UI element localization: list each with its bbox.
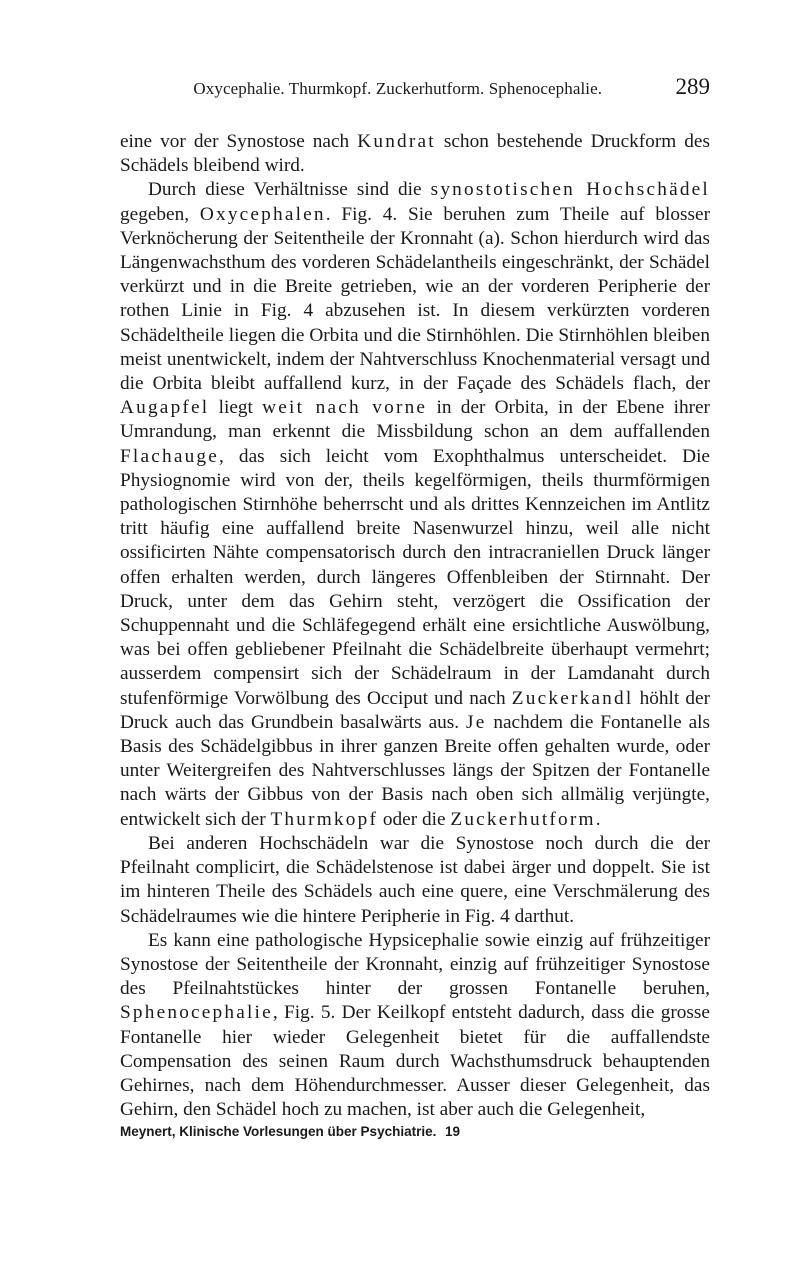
text-run: nachdem die Fontanelle als Basis des Schädelgibbus in ihrer ganzen Breite offen gehalten wurde, oder unter Weitergreifen des Nahtverschlusses längs der Spitzen der Fontanelle nach wärts der Gibbus von der Basis nach oben sich allmälig verjüngte, entwickelt sich der — [120, 711, 710, 830]
text-run: in der Orbita, in der Ebene ihrer Umrandung, man erkennt die Missbildung schon an dem auffallenden — [120, 397, 710, 443]
page-number: 289 — [675, 74, 710, 99]
emphasized-text: Thurmkopf — [270, 808, 379, 830]
emphasized-text: synostotischen Hochschädel — [430, 179, 710, 201]
paragraph — [120, 178, 710, 831]
body-text — [120, 130, 710, 1122]
text-run: . — [595, 808, 601, 830]
running-head — [120, 74, 710, 106]
emphasized-text: Oxycephalen — [199, 203, 326, 225]
paragraph — [120, 130, 710, 178]
page-footer — [120, 1124, 710, 1139]
text-run: eine vor der Synostose nach — [120, 131, 358, 152]
text-run: schon bestehende Druckform des Schädels bleibend wird. — [120, 131, 710, 177]
text-run: gegeben, — [120, 203, 200, 225]
paragraph — [120, 832, 710, 929]
footer-book-title: Meynert, Klinische Vorlesungen über Psychiatrie. — [120, 1124, 437, 1140]
book-page — [120, 74, 710, 1254]
emphasized-text: Augapfel — [120, 397, 210, 419]
emphasized-text: Zuckerhutform — [450, 808, 596, 830]
sheet-signature: 19 — [444, 1124, 460, 1140]
text-run: höhlt der Druck auch das Grundbein basalwärts aus. — [120, 687, 710, 733]
text-run: Es kann eine pathologische Hypsicephalie sowie einzig auf frühzeitiger Synostose der Seitentheile der Kronnaht, einzig auf frühzeitiger Synostose des Pfeilnahtstückes hinter der grossen Fontanelle beruhen, — [120, 929, 710, 1000]
text-run: liegt — [209, 397, 263, 419]
emphasized-text: Kundrat — [357, 131, 436, 152]
emphasized-text: Je — [466, 711, 487, 733]
text-run: , das sich leicht vom Exophthalmus unterscheidet. Die Physiognomie wird von der, theils kegelförmigen, theils thurmförmigen pathologischen Stirnhöhe beherrscht und als drittes Kennzeichen im Antlitz tritt häufig eine auffallend breite Nasenwurzel hinzu, weil alle nicht ossificirten Nähte compensatorisch durch den intracraniellen Druck länger offen erhalten werden, durch längeres Offenbleiben der Stirnnaht. Der Druck, unter dem das Gehirn steht, verzögert die Ossification der Schuppennaht und die Schläfegegend erhält eine ersichtliche Auswölbung, was bei offen gebliebener Pfeilnaht die Schädelbreite überhaupt vermehrt; ausserdem compensirt sich der Schädelraum in der Lamdanaht durch stufenförmige Vorwölbung des Occiput und nach — [120, 445, 710, 709]
emphasized-text: Zuckerkandl — [511, 687, 634, 709]
text-run: . Fig. 4. Sie beruhen zum Theile auf blosser Verknöcherung der Seitentheile der Kronnaht (a). Schon hierdurch wird das Längenwachsthum des vorderen Schädelantheils eingeschränkt, der Schädel verkürzt und in die Breite getrieben, wie an der vorderen Peripherie der rothen Linie in Fig. 4 abzusehen ist. In diesem verkürzten vorderen Schädeltheile liegen die Orbita und die Stirnhöhlen. Die Stirnhöhlen bleiben meist unentwickelt, indem der Nahtverschluss Knochenmaterial versagt und die Orbita bleibt auffallend kurz, in der Façade des Schädels flach, der — [120, 203, 710, 395]
paragraph — [120, 929, 710, 1123]
text-run: Durch diese Verhältnisse sind die — [148, 179, 431, 201]
emphasized-text: weit nach vorne — [262, 397, 428, 419]
emphasized-text: Sphenocephalie — [120, 1002, 273, 1024]
text-run: Bei anderen Hochschädeln war die Synostose noch durch die der Pfeilnaht complicirt, die Schädelstenose ist dabei ärger und doppelt. Sie ist im hinteren Theile des Schädels auch eine quere, eine Verschmälerung des Schädelraumes wie die hintere Peripherie in Fig. 4 darthut. — [120, 832, 710, 927]
emphasized-text: Flachauge — [120, 445, 220, 467]
running-head-title: Oxycephalie. Thurmkopf. Zuckerhutform. Sphenocephalie. — [193, 79, 603, 98]
text-run: oder die — [378, 808, 451, 830]
text-run: , Fig. 5. Der Keilkopf entsteht dadurch, dass die grosse Fontanelle hier wieder Gelegenheit bietet für die auffallendste Compensation des seinen Raum durch Wachsthumsdruck behauptenden Gehirnes, nach dem Höhendurchmesser. Ausser dieser Gelegenheit, das Gehirn, den Schädel hoch zu machen, ist aber auch die Gelegenheit, — [120, 1002, 710, 1121]
